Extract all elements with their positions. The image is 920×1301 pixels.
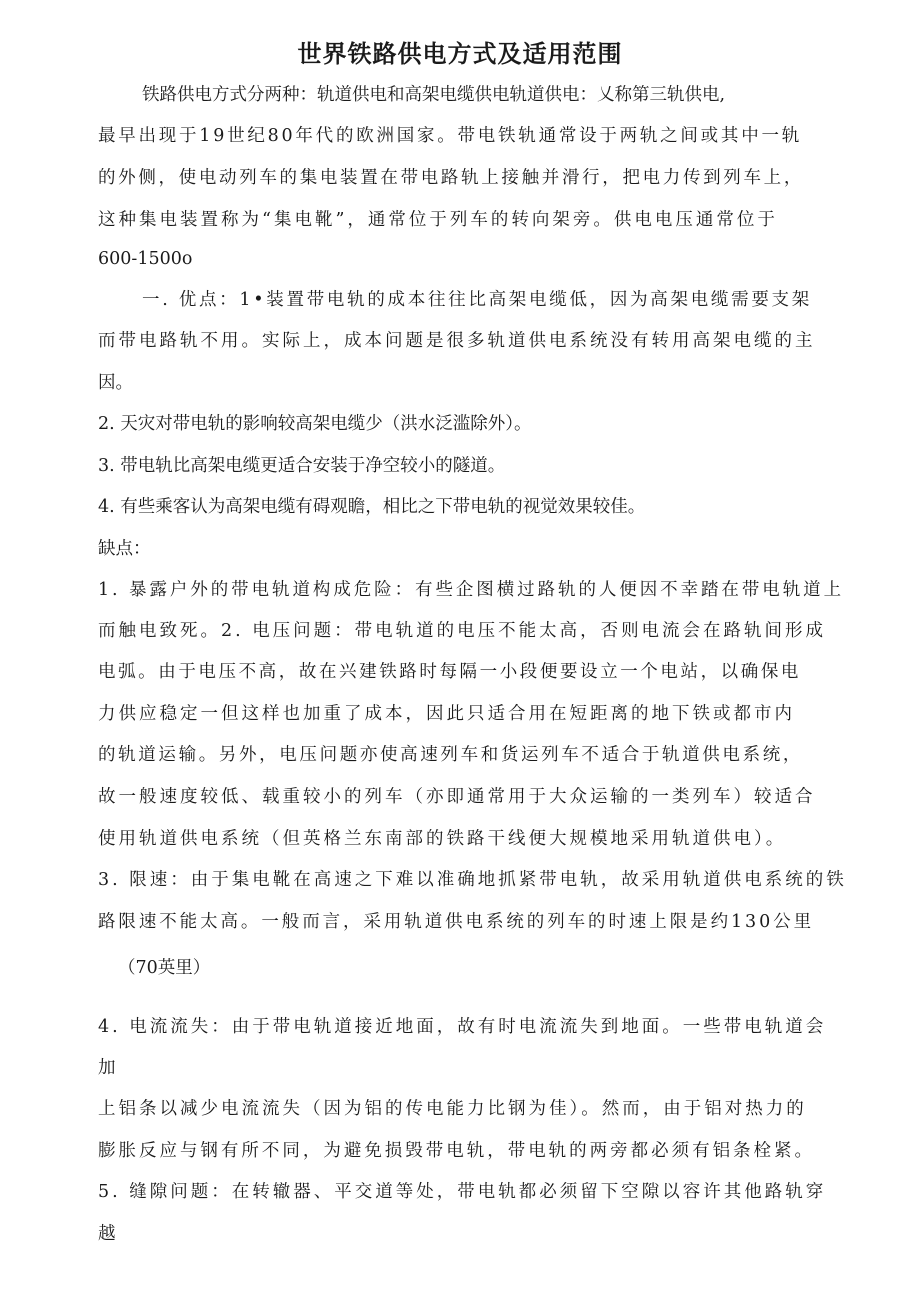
paragraph-line: 而带电路轨不用。实际上，成本问题是很多轨道供电系统没有转用高架电缆的主 (98, 331, 816, 351)
paragraph-line: 2. 天灾对带电轨的影响较高架电缆少（洪水泛滥除外）。 (98, 414, 532, 434)
paragraph-line: 最早出现于19世纪80年代的欧洲国家。带电铁轨通常设于两轨之间或其中一轨 (98, 126, 802, 146)
paragraph-line: 力供应稳定一但这样也加重了成本，因此只适合用在短距离的地下铁或都市内 (98, 704, 795, 724)
paragraph-line: 缺点： (98, 539, 151, 559)
paragraph-line: 而触电致死。2. 电压问题：带电轨道的电压不能太高，否则电流会在路轨间形成 (98, 621, 826, 641)
paragraph-line: 铁路供电方式分两种：轨道供电和高架电缆供电轨道供电：乂称第三轨供电, (142, 85, 726, 105)
paragraph-line: 1. 暴露户外的带电轨道构成危险：有些企图横过路轨的人便因不幸踏在带电轨道上 (98, 580, 844, 600)
paragraph-line: 3. 带电轨比高架电缆更适合安装于净空较小的隧道。 (98, 456, 506, 476)
paragraph-line: 越 (98, 1224, 116, 1244)
paragraph-line: 使用轨道供电系统（但英格兰东南部的铁路干线便大规模地采用轨道供电）。 (98, 829, 787, 849)
paragraph-line: 上铝条以减少电流流失（因为铝的传电能力比钢为佳）。然而，由于铝对热力的 (98, 1099, 807, 1119)
paragraph-line: 的轨道运输。另外，电压问题亦使高速列车和货运列车不适合于轨道供电系统， (98, 745, 803, 765)
paragraph-line: 因。 (98, 373, 133, 393)
document-title: 世界铁路供电方式及适用范围 (297, 40, 623, 68)
paragraph-line: 的外侧，使电动列车的集电装置在带电路轨上接触并滑行，把电力传到列车上， (98, 168, 804, 188)
paragraph-line: 5. 缝隙问题：在转辙器、平交道等处，带电轨都必须留下空隙以容许其他路轨穿 (98, 1182, 827, 1202)
paragraph-line: 加 (98, 1058, 116, 1078)
paragraph-line: 路限速不能太高。一般而言，采用轨道供电系统的列车的时速上限是约130公里 (98, 912, 814, 932)
paragraph-line: 电弧。由于电压不高，故在兴建铁路时每隔一小段便要设立一个电站，以确保电 (98, 662, 801, 682)
paragraph-line: （70英里） (118, 958, 211, 978)
paragraph-line: 这种集电装置称为“集电靴”，通常位于列车的转向架旁。供电电压通常位于 (98, 210, 778, 230)
paragraph-line: 故一般速度较低、载重较小的列车（亦即通常用于大众运输的一类列车）较适合 (98, 787, 816, 807)
paragraph-line: 膨胀反应与钢有所不同，为避免损毁带电轨，带电轨的两旁都必须有铝条栓紧。 (98, 1141, 815, 1161)
paragraph-line: 4. 电流流失：由于带电轨道接近地面，故有时电流流失到地面。一些带电轨道会 (98, 1017, 827, 1037)
paragraph-line: 3. 限速：由于集电靴在高速之下难以准确地抓紧带电轨，故采用轨道供电系统的铁 (98, 870, 847, 890)
paragraph-line: 一. 优点：1•装置带电轨的成本往往比高架电缆低，因为高架电缆需要支架 (142, 290, 812, 310)
paragraph-line: 4. 有些乘客认为高架电缆有碍观瞻，相比之下带电轨的视觉效果较佳。 (98, 497, 646, 517)
paragraph-line: 600-1500o (98, 249, 193, 269)
